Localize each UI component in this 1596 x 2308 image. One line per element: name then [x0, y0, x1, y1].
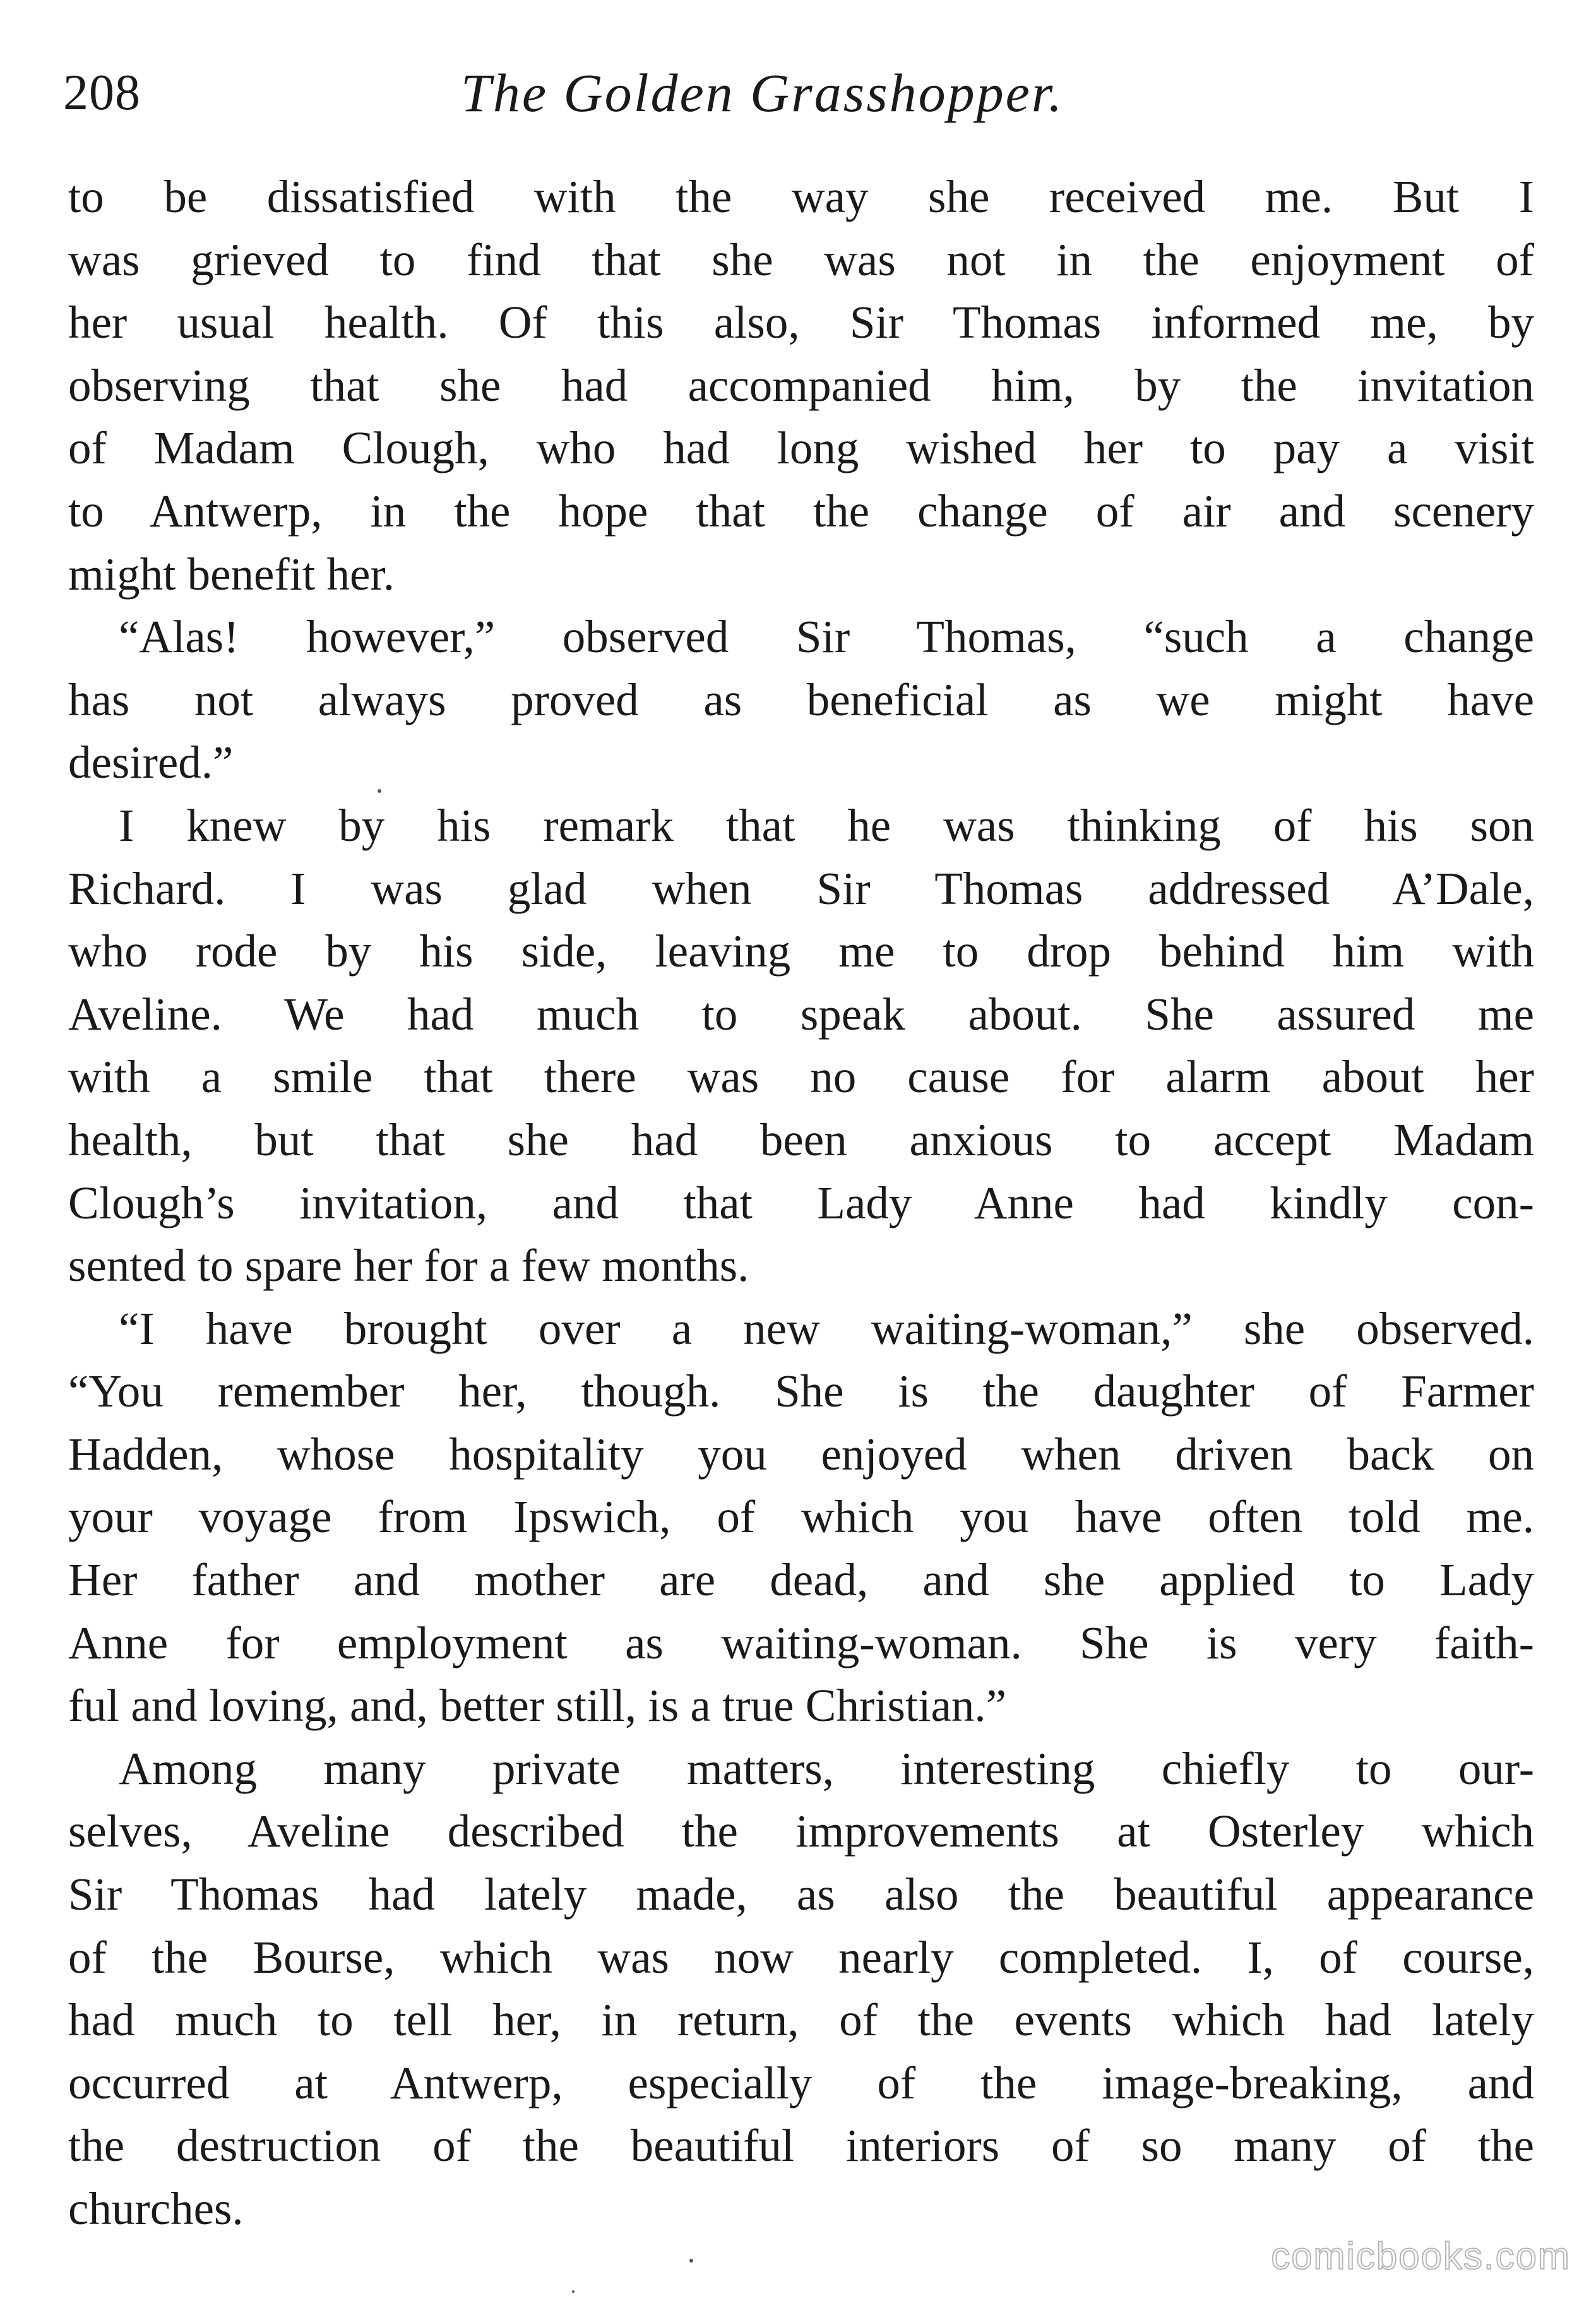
text-line: Anne for employment as waiting-woman. She is very faith-	[68, 1617, 1534, 1669]
text-line: Hadden, whose hospitality you enjoyed when driven back on	[68, 1428, 1534, 1480]
text-line: Among many private matters, interesting chiefly to our-	[119, 1742, 1534, 1794]
ink-speck	[689, 2259, 693, 2263]
book-title: The Golden Grasshopper.	[461, 62, 1064, 123]
text-line: of the Bourse, which was now nearly completed. I, of course,	[68, 1931, 1534, 1983]
text-line: with a smile that there was no cause for alarm about her	[68, 1051, 1534, 1103]
text-line: churches.	[68, 2183, 244, 2234]
text-line: Clough’s invitation, and that Lady Anne had kindly con-	[68, 1177, 1534, 1228]
text-line: health, but that she had been anxious to accept Madam	[68, 1114, 1534, 1165]
page-number: 208	[63, 65, 141, 121]
text-line: your voyage from Ipswich, of which you have often told me.	[68, 1491, 1534, 1543]
text-line: Sir Thomas had lately made, as also the beautiful appearance	[68, 1869, 1534, 1920]
text-line: to Antwerp, in the hope that the change of air and scenery	[68, 485, 1534, 537]
text-line: Aveline. We had much to speak about. She assured me	[68, 988, 1534, 1040]
text-line: sented to spare her for a few months.	[68, 1240, 749, 1292]
text-line: ful and loving, and, better still, is a true Christian.”	[68, 1680, 1007, 1732]
ink-speck	[572, 2290, 575, 2293]
text-line: Her father and mother are dead, and she applied to Lady	[68, 1554, 1534, 1606]
text-line: selves, Aveline described the improvements at Osterley which	[68, 1805, 1534, 1857]
running-head	[63, 58, 1540, 128]
body-text	[68, 165, 1534, 2240]
text-line: “I have brought over a new waiting-woman,” she observed.	[119, 1302, 1534, 1354]
text-line: was grieved to find that she was not in the enjoyment of	[68, 234, 1534, 285]
text-line: to be dissatisfied with the way she received me. But I	[68, 171, 1534, 222]
text-line: occurred at Antwerp, especially of the image-breaking, and	[68, 2057, 1534, 2109]
text-line: the destruction of the beautiful interiors of so many of the	[68, 2120, 1534, 2172]
text-line: “Alas! however,” observed Sir Thomas, “such a change	[119, 611, 1534, 663]
text-line: Richard. I was glad when Sir Thomas addressed A’Dale,	[68, 862, 1534, 914]
text-line: of Madam Clough, who had long wished her to pay a visit	[68, 422, 1534, 474]
text-line: has not always proved as beneficial as we might have	[68, 674, 1534, 725]
text-line: desired.”	[68, 737, 234, 788]
ink-speck	[378, 789, 381, 793]
text-line: observing that she had accompanied him, by the invitation	[68, 359, 1534, 411]
text-line: who rode by his side, leaving me to drop behind him with	[68, 925, 1534, 977]
text-line: her usual health. Of this also, Sir Thomas informed me, by	[68, 297, 1534, 348]
watermark-logo: comicbooks.com	[1271, 2235, 1571, 2277]
text-line: I knew by his remark that he was thinking of his son	[119, 799, 1534, 851]
text-line: might benefit her.	[68, 548, 395, 600]
text-line: had much to tell her, in return, of the events which had lately	[68, 1994, 1534, 2046]
text-line: “You remember her, though. She is the daughter of Farmer	[68, 1365, 1534, 1417]
